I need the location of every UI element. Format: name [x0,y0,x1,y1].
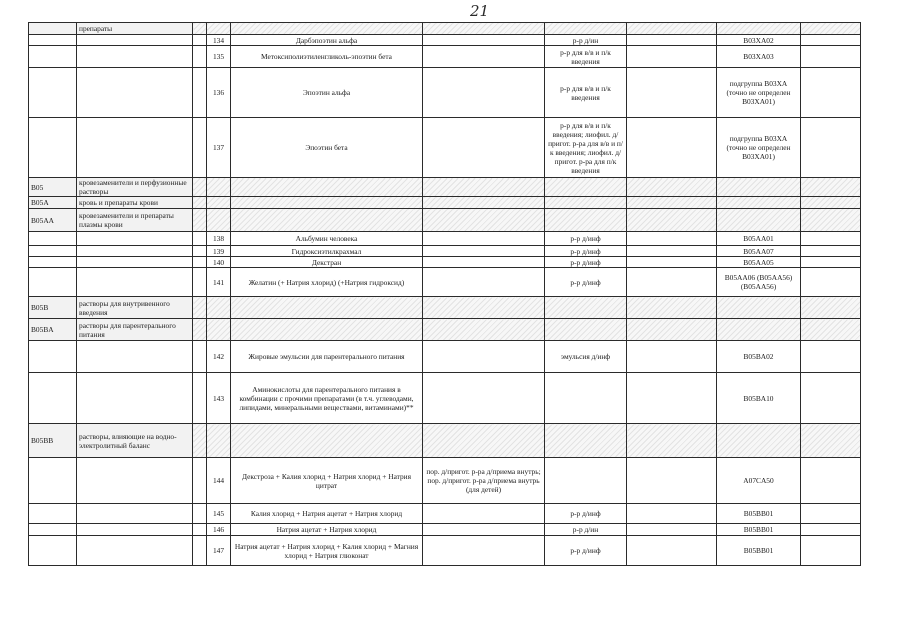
page-number: 21 [470,2,490,20]
table-row [29,424,861,458]
dosage-form-a [423,35,545,46]
item-number: 138 [207,232,231,246]
dosage-form-b: р-р для в/в и п/к введения [545,46,627,68]
dosage-form-b: р-р д/инф [545,504,627,524]
dosage-form-a [423,232,545,246]
table-row [29,246,861,257]
item-number: 146 [207,524,231,536]
atc-group-name: кровь и препараты крови [77,197,193,209]
table-row [29,23,861,35]
table-row [29,319,861,341]
atc-code: B05BB01 [717,536,801,566]
dosage-form-a [423,504,545,524]
atc-code: B03XA03 [717,46,801,68]
dosage-form-a [423,341,545,373]
table-row [29,536,861,566]
atc-group-name: кровезаменители и перфузионные растворы [77,178,193,197]
drug-name: Натрия ацетат + Натрия хлорид [231,524,423,536]
item-number: 136 [207,68,231,118]
item-number: 140 [207,257,231,268]
drug-name: Альбумин человека [231,232,423,246]
item-number: 147 [207,536,231,566]
atc-group-code: B05A [29,197,77,209]
atc-group-name: препараты [77,23,193,35]
dosage-form-a [423,257,545,268]
item-number: 139 [207,246,231,257]
dosage-form-a [423,536,545,566]
table-row [29,297,861,319]
drug-name: Эпоэтин бета [231,118,423,178]
drug-name: Желатин (+ Натрия хлорид) (+Натрия гидроксид) [231,268,423,297]
dosage-form-a [423,46,545,68]
table-row [29,458,861,504]
atc-code: подгруппа B03XA (точно не определен B03XA01) [717,68,801,118]
table-row [29,35,861,46]
atc-code: B05BB01 [717,504,801,524]
item-number: 141 [207,268,231,297]
item-number: 143 [207,373,231,424]
table-row [29,232,861,246]
table-row [29,341,861,373]
drug-name: Натрия ацетат + Натрия хлорид + Калия хлорид + Магния хлорид + Натрия глюконат [231,536,423,566]
table-row [29,524,861,536]
table-row [29,373,861,424]
atc-code: B05AA07 [717,246,801,257]
dosage-form-a [423,118,545,178]
table-row [29,46,861,68]
dosage-form-a [423,373,545,424]
atc-code: подгруппа B03XA (точно не определен B03XA01) [717,118,801,178]
table-row [29,257,861,268]
dosage-form-b: р-р для в/в и п/к введения; лиофил. д/пригот. р-ра для в/в и п/к введения; лиофил. д/пригот. р-ра для п/к введения [545,118,627,178]
dosage-form-b: р-р д/инф [545,246,627,257]
dosage-form-a [423,268,545,297]
dosage-form-a [423,68,545,118]
table-row [29,268,861,297]
dosage-form-a [423,524,545,536]
table-row [29,178,861,197]
drug-name: Калия хлорид + Натрия ацетат + Натрия хлорид [231,504,423,524]
atc-code: B03XA02 [717,35,801,46]
dosage-form-b: р-р д/инф [545,257,627,268]
atc-group-name: растворы для внутривенного введения [77,297,193,319]
item-number: 137 [207,118,231,178]
atc-group-name: растворы, влияющие на водно-электролитный баланс [77,424,193,458]
atc-group-code: B05BA [29,319,77,341]
dosage-form-b: р-р д/инф [545,268,627,297]
atc-group-code: B05BB [29,424,77,458]
drug-name: Жировые эмульсии для парентерального питания [231,341,423,373]
dosage-form-b [545,373,627,424]
atc-group-code: B05 [29,178,77,197]
dosage-form-b: р-р для в/в и п/к введения [545,68,627,118]
drug-name: Аминокислоты для парентерального питания в комбинации с прочими препаратами (в т.ч. углеводами, липидами, минеральными веществами, витаминами)** [231,373,423,424]
item-number: 134 [207,35,231,46]
table-row [29,504,861,524]
dosage-form-b: р-р д/инф [545,232,627,246]
item-number: 144 [207,458,231,504]
drug-name: Метоксиполиэтиленгликоль-эпоэтин бета [231,46,423,68]
drug-name: Декстран [231,257,423,268]
atc-code: B05BA10 [717,373,801,424]
atc-code: B05AA05 [717,257,801,268]
drug-table [28,22,861,566]
atc-code: B05AA06 (B05AA56) (B05AA56) [717,268,801,297]
atc-group-name: кровезаменители и препараты плазмы крови [77,209,193,232]
dosage-form-b: р-р д/ин [545,524,627,536]
drug-name: Декстроза + Калия хлорид + Натрия хлорид + Натрия цитрат [231,458,423,504]
drug-name: Гидроксиэтилкрахмал [231,246,423,257]
table-row [29,197,861,209]
item-number: 142 [207,341,231,373]
dosage-form-a: пор. д/пригот. р-ра д/приема внутрь; пор. д/пригот. р-ра д/приема внутрь (для детей) [423,458,545,504]
dosage-form-b [545,458,627,504]
atc-group-code [29,23,77,35]
item-number: 135 [207,46,231,68]
table-row [29,118,861,178]
atc-group-code: B05B [29,297,77,319]
dosage-form-b: эмульсия д/инф [545,341,627,373]
atc-group-code: B05AA [29,209,77,232]
drug-name: Дарбэпоэтин альфа [231,35,423,46]
atc-code: B05BB01 [717,524,801,536]
dosage-form-b: р-р д/ин [545,35,627,46]
drug-name: Эпоэтин альфа [231,68,423,118]
dosage-form-a [423,246,545,257]
atc-group-name: растворы для парентерального питания [77,319,193,341]
table-row [29,209,861,232]
atc-code: B05AA01 [717,232,801,246]
item-number: 145 [207,504,231,524]
dosage-form-b: р-р д/инф [545,536,627,566]
atc-code: B05BA02 [717,341,801,373]
atc-code: A07CA50 [717,458,801,504]
table-row [29,68,861,118]
